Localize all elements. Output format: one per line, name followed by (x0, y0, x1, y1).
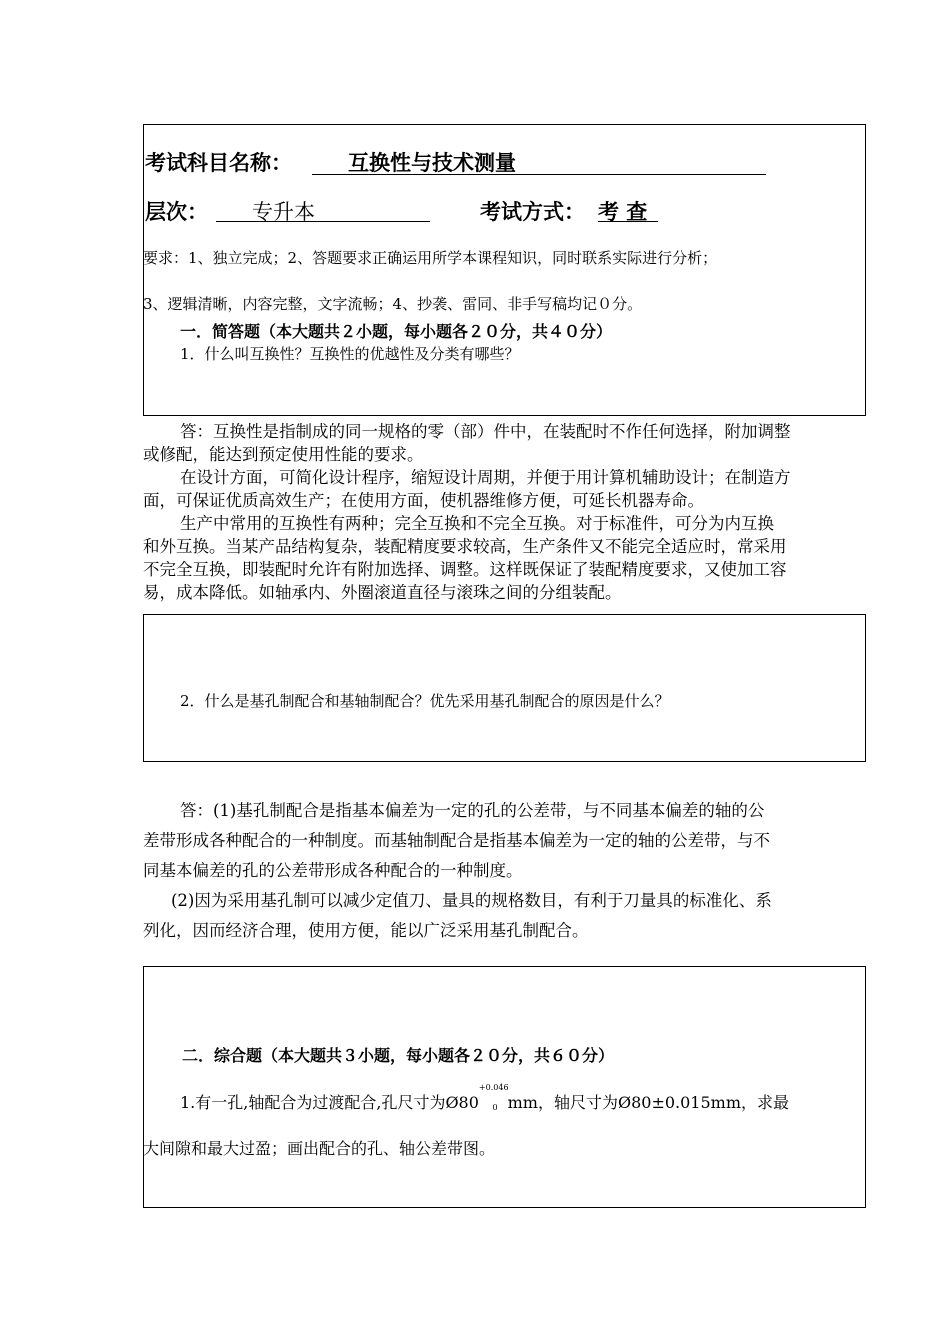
subject-label: 考试科目名称： (145, 151, 292, 175)
answer-line: 和外互换。当某产品结构复杂，装配精度要求较高，生产条件又不能完全适应时，常采用 (143, 537, 787, 556)
answer-line: (2)因为采用基孔制可以减少定值刀、量具的规格数目，有利于刀量具的标准化、系 (171, 891, 772, 910)
answer-1-1 (143, 418, 861, 602)
lower-deviation: 0 (492, 1103, 498, 1113)
level-value: 专升本 (252, 200, 315, 224)
question-1-2: 2．什么是基孔制配合和基轴制配合？优先采用基孔制配合的原因是什么？ (180, 692, 670, 710)
level-underline (216, 221, 430, 222)
section2-title: 二．综合题（本大题共３小题，每小题各２０分，共６０分） (182, 1046, 615, 1065)
answer-line: 答：互换性是指制成的同一规格的零（部）件中，在装配时不作任何选择，附加调整 (180, 422, 791, 441)
answer-line: 或修配，能达到预定使用性能的要求。 (143, 445, 424, 464)
question-2-1-suffix: mm，轴尺寸为Ø80±0.015mm，求最 (507, 1093, 790, 1112)
answer-line: 不完全互换，即装配时允许有附加选择、调整。这样既保证了装配精度要求，又使加工容 (143, 560, 787, 579)
question-2-1 (180, 1082, 790, 1114)
upper-deviation: +0.046 (478, 1082, 509, 1092)
question-2-1-prefix: 1.有一孔,轴配合为过渡配合,孔尺寸为Ø80 (180, 1093, 479, 1112)
exam-mode-underline (598, 221, 658, 222)
requirements-line1: 要求：1、独立完成；2、答题要求正确运用所学本课程知识，同时联系实际进行分析； (143, 249, 718, 267)
answer-line: 易，成本降低。如轴承内、外圈滚道直径与滚珠之间的分组装配。 (143, 583, 622, 602)
requirements-line2: 3、逻辑清晰，内容完整，文字流畅；4、抄袭、雷同、非手写稿均记０分。 (143, 295, 643, 313)
question-box-2 (143, 614, 866, 762)
question-2-1-line2: 大间隙和最大过盈；画出配合的孔、轴公差带图。 (143, 1139, 496, 1158)
exam-mode-value: 考 查 (598, 200, 648, 224)
exam-mode-label: 考试方式： (480, 200, 585, 224)
level-label: 层次： (145, 200, 208, 224)
answer-line: 同基本偏差的孔的公差带形成各种配合的一种制度。 (143, 861, 523, 880)
question-1-1: 1．什么叫互换性？互换性的优越性及分类有哪些？ (180, 345, 520, 363)
subject-underline (312, 174, 766, 175)
section1-title: 一．简答题（本大题共２小题，每小题各２０分，共４０分） (180, 322, 613, 341)
answer-1-2 (143, 797, 861, 947)
answer-line: 列化，因而经济合理，使用方便，能以广泛采用基孔制配合。 (143, 921, 589, 940)
subject-value: 互换性与技术测量 (348, 151, 516, 175)
answer-line: 答：(1)基孔制配合是指基本偏差为一定的孔的公差带，与不同基本偏差的轴的公 (180, 801, 765, 820)
answer-line: 生产中常用的互换性有两种；完全互换和不完全互换。对于标准件，可分为内互换 (180, 514, 774, 533)
answer-line: 在设计方面，可简化设计程序，缩短设计周期，并便于用计算机辅助设计；在制造方 (180, 468, 791, 487)
answer-line: 差带形成各种配合的一种制度。而基轴制配合是指基本偏差为一定的轴的公差带，与不 (143, 831, 770, 850)
answer-line: 面，可保证优质高效生产；在使用方面，使机器维修方便，可延长机器寿命。 (143, 491, 704, 510)
